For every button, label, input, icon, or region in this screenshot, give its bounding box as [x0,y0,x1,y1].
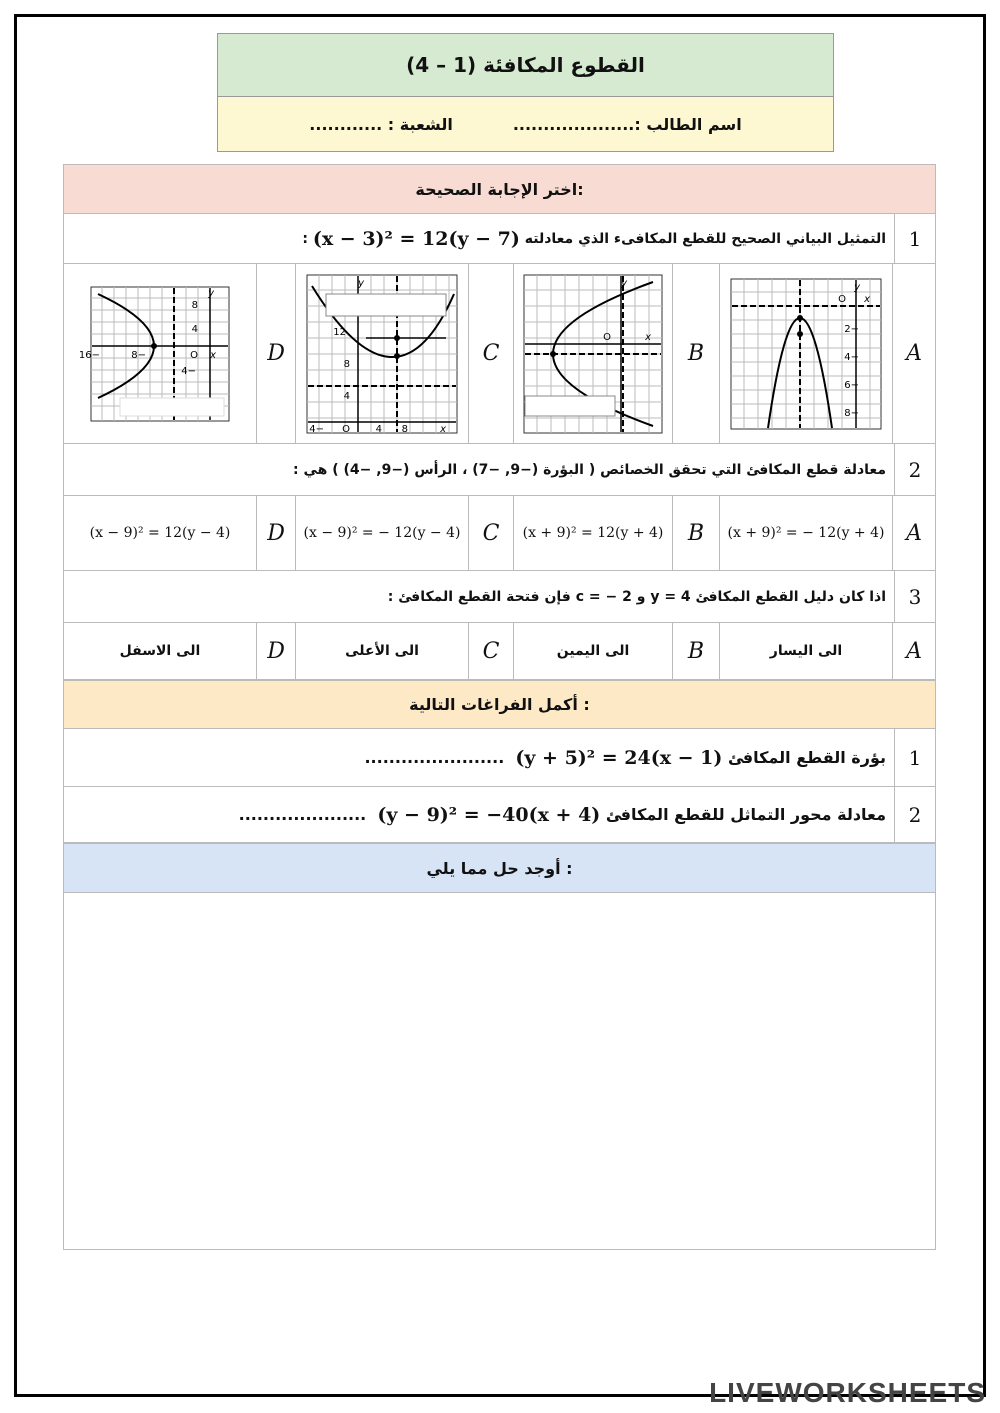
graph-a-origin: O [838,293,846,305]
graph-d-y-label: y [208,287,214,299]
graph-c-tick-neg4: −4 [309,423,324,435]
section-choose-correct: اختر الإجابة الصحيحة: [63,164,936,214]
section-solve: أوجد حل مما يلي : [63,843,936,893]
graph-d-tick-4: 4 [191,323,198,335]
worksheet-header [217,33,834,152]
option-a-graph[interactable] [719,264,892,443]
question-1 [63,214,936,264]
graph-a-x-label: x [864,293,870,305]
question-1-options [63,264,936,444]
question-3-text: اذا كان دليل القطع المكافئ y = 4 و c = − 2 فإن فتحة القطع المكافئ : [387,588,886,605]
question-2-options [63,496,936,571]
q2-option-b[interactable]: (x + 9)² = 12(y + 4) [522,525,664,541]
fill-1 [63,729,936,787]
question-2 [63,444,936,496]
option-c-graph[interactable] [295,264,468,443]
q3-option-b-label[interactable]: B [672,623,719,679]
option-a-label[interactable]: A [892,264,935,443]
q2-option-d[interactable]: (x − 9)² = 12(y − 4) [89,525,231,541]
q3-option-d-label[interactable]: D [256,623,295,679]
question-1-suffix: : [302,230,308,247]
graph-c-origin: O [342,423,350,435]
option-b-label[interactable]: B [672,264,719,443]
fill-1-blank[interactable]: ....................... [364,748,505,767]
section-fill-blanks: أكمل الفراغات التالية : [63,680,936,729]
graph-a-tick-neg2: −2 [844,323,859,335]
question-1-number: 1 [894,214,935,263]
section-field[interactable]: الشعبة : ............ [309,114,453,134]
question-3-options [63,623,936,680]
graph-c [306,274,458,434]
option-b-graph[interactable] [513,264,672,443]
question-3-number: 3 [894,571,935,622]
question-3 [63,571,936,623]
question-2-text: معادلة قطع المكافئ التي تحقق الخصائص ( البؤرة (−9, −7) ، الرأس (−9, −4) ) هي : [292,461,886,478]
student-name-field[interactable]: اسم الطالب :.................... [512,114,742,134]
graph-d-tick-neg16: −16 [78,349,100,361]
fill-2 [63,787,936,843]
graph-b-origin: O [603,331,611,343]
option-d-label[interactable]: D [256,264,295,443]
q3-option-a-label[interactable]: A [892,623,935,679]
q3-option-c[interactable]: الى الأعلى [295,623,468,679]
graph-d [78,286,230,422]
fill-2-number: 2 [894,787,935,842]
fill-1-number: 1 [894,729,935,786]
option-d-graph[interactable] [64,264,256,443]
graph-b-x-label: x [645,331,651,343]
graph-d-x-label: x [210,349,216,361]
q2-option-c[interactable]: (x − 9)² = − 12(y − 4) [303,525,461,541]
question-1-equation: (x − 3)² = 12(y − 7) [312,227,520,250]
question-2-number: 2 [894,444,935,495]
graph-c-x-label: x [440,423,446,435]
option-c-label[interactable]: C [468,264,513,443]
worksheet-title: (4 – 1) القطوع المكافئة [218,34,833,97]
student-info [218,97,833,151]
q2-option-c-label[interactable]: C [468,496,513,570]
graph-a-tick-neg6: −6 [844,379,859,391]
graph-c-tick-8: 8 [343,358,350,370]
fill-1-equation: (y + 5)² = 24(x − 1) [515,746,723,769]
fill-1-text: بؤرة القطع المكافئ [727,748,886,767]
q3-option-d[interactable]: الى الاسفل [119,643,201,659]
graph-a [730,278,882,430]
q3-option-a[interactable]: الى اليسار [719,623,892,679]
graph-b-y-label: y [621,277,627,289]
graph-c-tick-x8: 8 [401,423,408,435]
q3-option-c-label[interactable]: C [468,623,513,679]
q2-option-a-label[interactable]: A [892,496,935,570]
graph-a-y-label: y [854,281,860,293]
graph-d-origin: O [190,349,198,361]
q2-option-d-label[interactable]: D [256,496,295,570]
liveworksheets-logo: LIVEWORKSHEETS [709,1377,986,1408]
graph-d-tick-neg8: −8 [131,349,146,361]
question-1-text: التمثيل البياني الصحيح للقطع المكافىء الذي معادلته [524,230,886,247]
graph-c-y-label: y [358,277,364,289]
q2-option-a[interactable]: (x + 9)² = − 12(y + 4) [727,525,885,541]
fill-2-equation: (y − 9)² = −40(x + 4) [377,803,601,826]
graph-c-tick-4: 4 [343,390,350,402]
q2-option-b-label[interactable]: B [672,496,719,570]
fill-2-text: معادلة محور التماثل للقطع المكافئ [605,805,886,824]
graph-d-tick-8: 8 [191,299,198,311]
solution-area[interactable] [63,893,936,1250]
graph-b [523,274,663,434]
graph-c-tick-x4: 4 [375,423,382,435]
graph-a-tick-neg4: −4 [844,351,859,363]
fill-2-blank[interactable]: ..................... [238,805,367,824]
graph-d-tick-neg4: −4 [181,365,196,377]
graph-c-tick-12: 12 [333,326,346,338]
graph-a-tick-neg8: −8 [844,407,859,419]
q3-option-b[interactable]: الى اليمين [513,623,672,679]
